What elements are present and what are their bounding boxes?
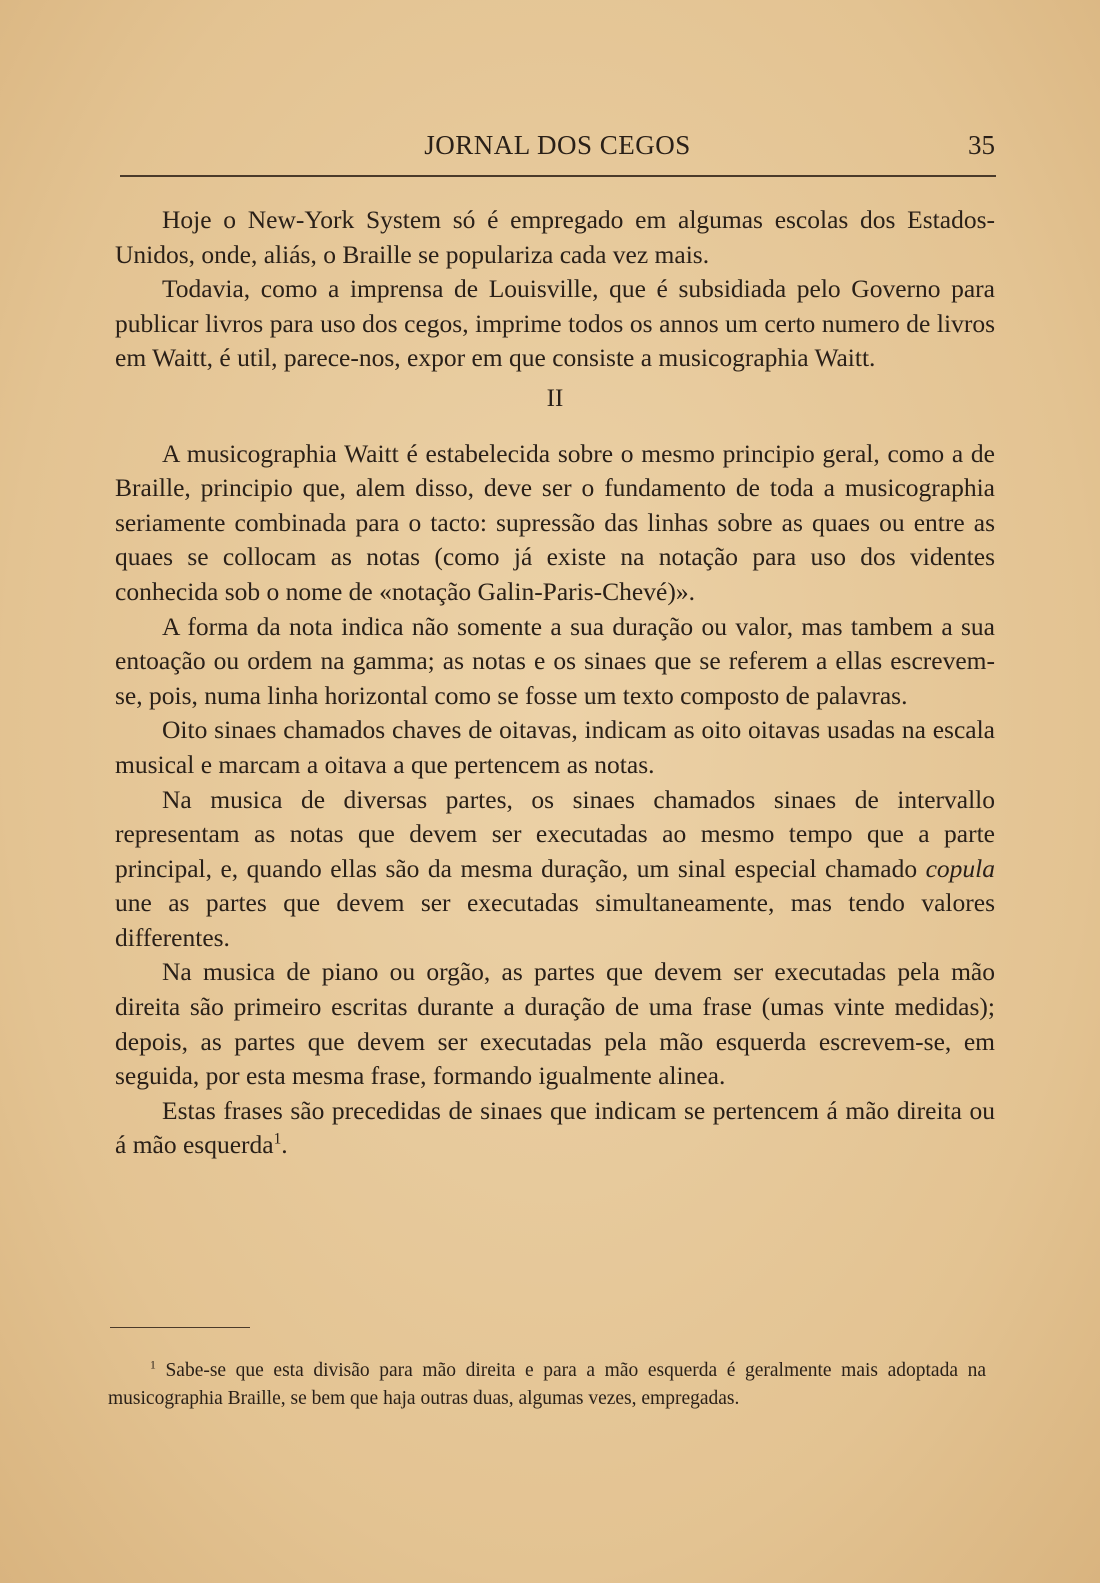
- paragraph: A forma da nota indica não somente a sua duração ou valor, mas tambem a sua entoação ou ordem na gamma; as notas e os sinaes que se referem a ellas escrevem-se, pois, numa linha horizontal como se fosse um texto composto de palavras.: [115, 611, 995, 710]
- footnote-reference[interactable]: 1: [273, 1130, 282, 1148]
- text-run: Na musica de diversas partes, os sinaes chamados sinaes de intervallo representam as notas que devem ser executadas ao mesmo tempo que a parte principal, e, quando ellas são da mesma duração, um sinal especial chamado: [115, 784, 995, 883]
- paragraph: Todavia, como a imprensa de Louisville, que é subsidiada pelo Governo para publicar livros para uso dos cegos, imprime todos os annos um certo numero de livros em Waitt, é util, parece-nos, expor em que consiste a musicographia Waitt.: [115, 274, 995, 373]
- page-number: 35: [968, 130, 995, 160]
- paragraph-interval: [115, 783, 995, 956]
- paragraph: Hoje o New-York System só é empregado em algumas escolas dos Estados-Unidos, onde, aliás, o Braille se populariza cada vez mais.: [115, 205, 995, 269]
- text-run: .: [281, 1130, 288, 1160]
- footnote-marker: 1: [150, 1358, 156, 1372]
- footnote-text: [108, 1357, 986, 1413]
- footnote-rule: [110, 1327, 250, 1328]
- footnote: [108, 1357, 986, 1413]
- header-rule: [120, 175, 996, 177]
- paragraph: Oito sinaes chamados chaves de oitavas, indicam as oito oitavas usadas na escala musical e marcam a oitava a que pertencem as notas.: [115, 715, 995, 779]
- paragraph: Na musica de piano ou orgão, as partes que devem ser executadas pela mão direita são primeiro escritas durante a duração de uma frase (umas vinte medidas); depois, as partes que devem ser executadas pela mão esquerda escrevem-se, em seguida, por esta mesma frase, formando igualmente alinea.: [115, 957, 995, 1091]
- footnote-body: Sabe-se que esta divisão para mão direita e para a mão esquerda é geralmente mais adoptada na musicographia Braille, se bem que haja outras duas, algumas vezes, empregadas.: [108, 1360, 986, 1409]
- page-header: [120, 130, 995, 164]
- section-heading: II: [546, 384, 564, 412]
- paragraph: A musicographia Waitt é estabelecida sobre o mesmo principio geral, como a de Braille, principio que, alem disso, deve ser o fundamento de toda a musicographia seriamente combinada para o tacto: supressão das linhas sobre as quaes ou entre as quaes se collocam as notas (como já existe na notação para uso dos videntes conhecida sob o nome de «notação Galin-Paris-Chevé)».: [115, 438, 995, 606]
- text-run: une as partes que devem ser executadas simultaneamente, mas tendo valores differentes.: [115, 888, 995, 952]
- italic-term: copula: [925, 853, 995, 883]
- body-text: [115, 203, 995, 1163]
- paragraph-last: [115, 1094, 995, 1163]
- text-run: Estas frases são precedidas de sinaes que indicam se pertencem á mão direita ou á mão esquerda: [115, 1095, 995, 1160]
- running-title: JORNAL DOS CEGOS: [424, 130, 691, 160]
